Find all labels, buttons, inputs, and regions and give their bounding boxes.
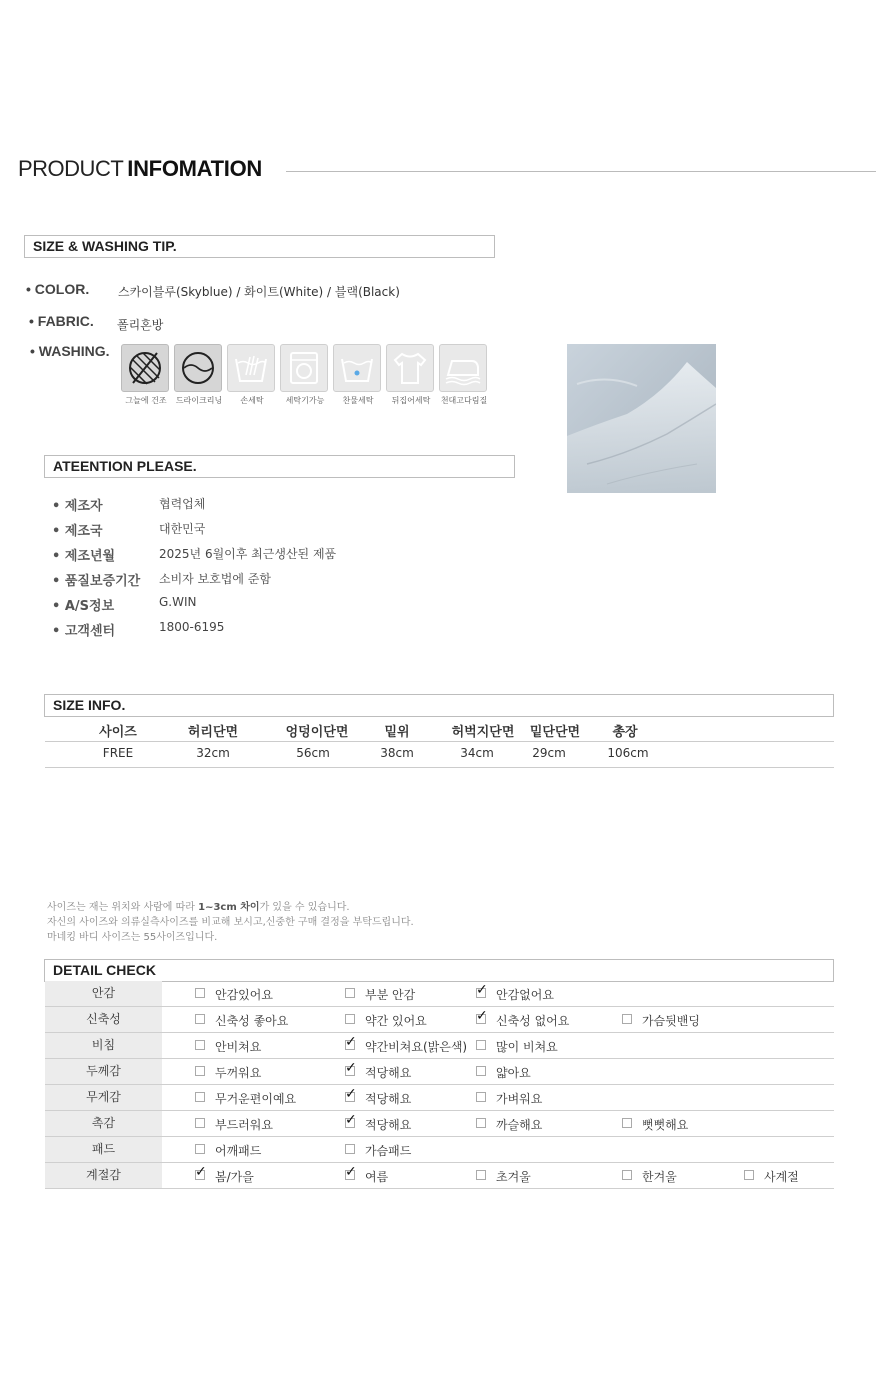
checkbox-empty-icon bbox=[195, 1118, 205, 1128]
washing-icon-item bbox=[333, 344, 383, 410]
page-title-bold: INFOMATION bbox=[127, 156, 262, 181]
checkbox-empty-icon bbox=[622, 1170, 632, 1180]
detail-option-label: 가슴패드 bbox=[365, 1144, 412, 1158]
attention-key: • 제조년월 bbox=[52, 549, 116, 564]
detail-check-row bbox=[45, 1163, 834, 1189]
checkbox-empty-icon bbox=[476, 1066, 486, 1076]
title-divider bbox=[286, 171, 876, 172]
size-table bbox=[45, 717, 834, 768]
attention-key: • 고객센터 bbox=[52, 624, 116, 639]
checkbox-empty-icon bbox=[195, 1066, 205, 1076]
detail-option-label: 적당해요 bbox=[365, 1118, 412, 1132]
checkbox-empty-icon bbox=[476, 1092, 486, 1102]
checkmark-icon: ✓ bbox=[195, 1164, 207, 1180]
detail-category: 촉감 bbox=[45, 1111, 162, 1136]
size-header-cell: 엉덩이단면 bbox=[285, 725, 349, 740]
detail-option-label: 부분 안감 bbox=[365, 988, 416, 1002]
detail-option-label: 적당해요 bbox=[365, 1092, 412, 1106]
size-washing-section-title: SIZE & WASHING TIP. bbox=[33, 238, 177, 254]
checkbox-empty-icon bbox=[476, 1040, 486, 1050]
checkbox-empty-icon bbox=[345, 1144, 355, 1154]
washing-icon-item bbox=[439, 344, 489, 410]
detail-check-row bbox=[45, 1111, 834, 1137]
detail-option-label: 두꺼워요 bbox=[215, 1066, 262, 1080]
detail-check-row bbox=[45, 981, 834, 1007]
size-header-cell: 허벅지단면 bbox=[451, 725, 515, 740]
checkbox-empty-icon bbox=[476, 1118, 486, 1128]
detail-option-label: 가벼워요 bbox=[496, 1092, 543, 1106]
size-cell: 32cm bbox=[196, 746, 230, 760]
washing-icon-item bbox=[280, 344, 330, 410]
detail-option-label: 약간 있어요 bbox=[365, 1014, 427, 1028]
washing-caption: 세탁기가능 bbox=[285, 396, 325, 405]
washing-caption: 드라이크리닝 bbox=[175, 396, 223, 405]
size-note-line3: 마네킹 바디 사이즈는 55사이즈입니다. bbox=[47, 932, 218, 943]
size-table-header bbox=[45, 717, 834, 742]
fabric-value: 폴리혼방 bbox=[117, 318, 164, 332]
size-cell: 34cm bbox=[460, 746, 494, 760]
detail-option-label: 봄/가을 bbox=[215, 1170, 254, 1184]
washing-caption: 찬물세탁 bbox=[342, 396, 374, 405]
checkbox-empty-icon bbox=[744, 1170, 754, 1180]
checkmark-icon: ✓ bbox=[345, 1034, 357, 1050]
size-header-cell: 총장 bbox=[612, 725, 638, 740]
attention-value: 대한민국 bbox=[159, 522, 206, 536]
color-value: 스카이블루(Skyblue) / 화이트(White) / 블랙(Black) bbox=[118, 285, 400, 299]
detail-category: 계절감 bbox=[45, 1163, 162, 1188]
washing-icon-item bbox=[227, 344, 277, 410]
dry-clean-icon bbox=[175, 345, 221, 391]
attention-value: 협력업체 bbox=[159, 497, 206, 511]
checkbox-empty-icon bbox=[195, 1092, 205, 1102]
size-note-line1 bbox=[47, 898, 350, 913]
detail-option-label: 여름 bbox=[365, 1170, 389, 1184]
hand-wash-icon bbox=[228, 345, 274, 391]
detail-option-label: 부드러워요 bbox=[215, 1118, 273, 1132]
checkbox-empty-icon bbox=[476, 1170, 486, 1180]
checkmark-icon: ✓ bbox=[345, 1112, 357, 1128]
fabric-swatch-image bbox=[567, 344, 716, 493]
detail-check-row bbox=[45, 1059, 834, 1085]
checkmark-icon: ✓ bbox=[345, 1086, 357, 1102]
washing-icon-item bbox=[121, 344, 171, 410]
detail-category: 신축성 bbox=[45, 1007, 162, 1032]
attention-key: • A/S정보 bbox=[52, 599, 115, 614]
size-header-cell: 밑위 bbox=[384, 725, 410, 740]
size-cell: 38cm bbox=[380, 746, 414, 760]
inside-out-wash-icon bbox=[387, 345, 433, 391]
detail-option-label: 안감있어요 bbox=[215, 988, 273, 1002]
attention-value: G.WIN bbox=[159, 595, 197, 609]
washing-label: • WASHING. bbox=[30, 343, 110, 359]
washing-caption: 그늘에 건조 bbox=[125, 396, 167, 405]
checkmark-icon: ✓ bbox=[345, 1060, 357, 1076]
detail-option-label: 한겨울 bbox=[642, 1170, 677, 1184]
attention-key: • 제조자 bbox=[52, 499, 103, 514]
detail-option-label: 약간비쳐요(밝은색) bbox=[365, 1040, 468, 1054]
size-cell: FREE bbox=[102, 746, 134, 760]
size-header-cell: 허리단면 bbox=[187, 725, 239, 740]
size-header-cell: 사이즈 bbox=[99, 725, 137, 740]
washing-caption: 손세탁 bbox=[240, 396, 264, 405]
detail-category: 두께감 bbox=[45, 1059, 162, 1084]
detail-option-label: 신축성 좋아요 bbox=[215, 1014, 289, 1028]
checkbox-empty-icon bbox=[195, 1040, 205, 1050]
detail-option-label: 얇아요 bbox=[496, 1066, 531, 1080]
shade-dry-icon bbox=[122, 345, 168, 391]
washing-icon-item bbox=[174, 344, 224, 410]
size-note-emphasis: 1~3cm 차이 bbox=[198, 902, 260, 913]
washing-caption: 천대고다림질 bbox=[440, 396, 488, 405]
size-cell: 56cm bbox=[296, 746, 330, 760]
checkmark-icon: ✓ bbox=[476, 1008, 488, 1024]
checkbox-empty-icon bbox=[345, 1014, 355, 1024]
detail-option-label: 까슬해요 bbox=[496, 1118, 543, 1132]
detail-option-label: 적당해요 bbox=[365, 1066, 412, 1080]
washing-caption: 뒤집어세탁 bbox=[391, 396, 431, 405]
checkmark-icon: ✓ bbox=[476, 982, 488, 998]
color-label: • COLOR. bbox=[26, 281, 90, 297]
checkbox-empty-icon bbox=[195, 1144, 205, 1154]
detail-option-label: 신축성 없어요 bbox=[496, 1014, 570, 1028]
checkbox-empty-icon bbox=[195, 1014, 205, 1024]
detail-check-row bbox=[45, 1137, 834, 1163]
attention-value: 1800-6195 bbox=[159, 620, 225, 634]
detail-check-row bbox=[45, 1085, 834, 1111]
size-info-section-title: SIZE INFO. bbox=[53, 697, 126, 713]
machine-wash-icon bbox=[281, 345, 327, 391]
detail-check-section-header bbox=[44, 959, 834, 982]
detail-category: 안감 bbox=[45, 981, 162, 1006]
checkbox-empty-icon bbox=[195, 988, 205, 998]
detail-option-label: 무거운편이예요 bbox=[215, 1092, 297, 1106]
detail-option-label: 초겨울 bbox=[496, 1170, 531, 1184]
detail-option-label: 많이 비쳐요 bbox=[496, 1040, 558, 1054]
size-cell: 29cm bbox=[532, 746, 566, 760]
attention-key: • 품질보증기간 bbox=[52, 574, 141, 589]
detail-check-table bbox=[45, 981, 834, 1189]
size-note-text: 사이즈는 재는 위치와 사람에 따라 bbox=[47, 902, 199, 913]
size-table-row bbox=[45, 742, 834, 768]
attention-section-header bbox=[44, 455, 515, 478]
detail-option-label: 가슴뒷밴딩 bbox=[642, 1014, 700, 1028]
size-note-text: 가 있을 수 있습니다. bbox=[259, 902, 350, 913]
detail-option-label: 사계절 bbox=[764, 1170, 799, 1184]
checkmark-icon: ✓ bbox=[345, 1164, 357, 1180]
page-title-light: PRODUCT bbox=[18, 156, 124, 181]
attention-value: 2025년 6월이후 최근생산된 제품 bbox=[159, 547, 337, 561]
page-title bbox=[18, 156, 876, 190]
attention-key: • 제조국 bbox=[52, 524, 103, 539]
detail-category: 패드 bbox=[45, 1137, 162, 1162]
size-washing-section-header bbox=[24, 235, 495, 258]
washing-icon-item bbox=[386, 344, 436, 410]
size-info-section-header bbox=[44, 694, 834, 717]
attention-value: 소비자 보호법에 준함 bbox=[159, 572, 271, 586]
size-cell: 106cm bbox=[607, 746, 649, 760]
detail-option-label: 안감없어요 bbox=[496, 988, 554, 1002]
detail-check-row bbox=[45, 1033, 834, 1059]
attention-section-title: ATEENTION PLEASE. bbox=[53, 458, 197, 474]
detail-option-label: 어깨패드 bbox=[215, 1144, 262, 1158]
size-header-cell: 밑단단면 bbox=[529, 725, 581, 740]
cloth-iron-icon bbox=[440, 345, 486, 391]
detail-category: 비침 bbox=[45, 1033, 162, 1058]
detail-option-label: 뻣뻣해요 bbox=[642, 1118, 689, 1132]
detail-check-section-title: DETAIL CHECK bbox=[53, 962, 156, 978]
checkbox-empty-icon bbox=[622, 1014, 632, 1024]
detail-option-label: 안비쳐요 bbox=[215, 1040, 262, 1054]
cold-wash-icon bbox=[334, 345, 380, 391]
checkbox-empty-icon bbox=[345, 988, 355, 998]
size-note-line2: 자신의 사이즈와 의류실측사이즈를 비교해 보시고,신중한 구매 결정을 부탁드립니다. bbox=[47, 917, 414, 928]
detail-category: 무게감 bbox=[45, 1085, 162, 1110]
detail-check-row bbox=[45, 1007, 834, 1033]
fabric-label: • FABRIC. bbox=[29, 313, 94, 329]
checkbox-empty-icon bbox=[622, 1118, 632, 1128]
